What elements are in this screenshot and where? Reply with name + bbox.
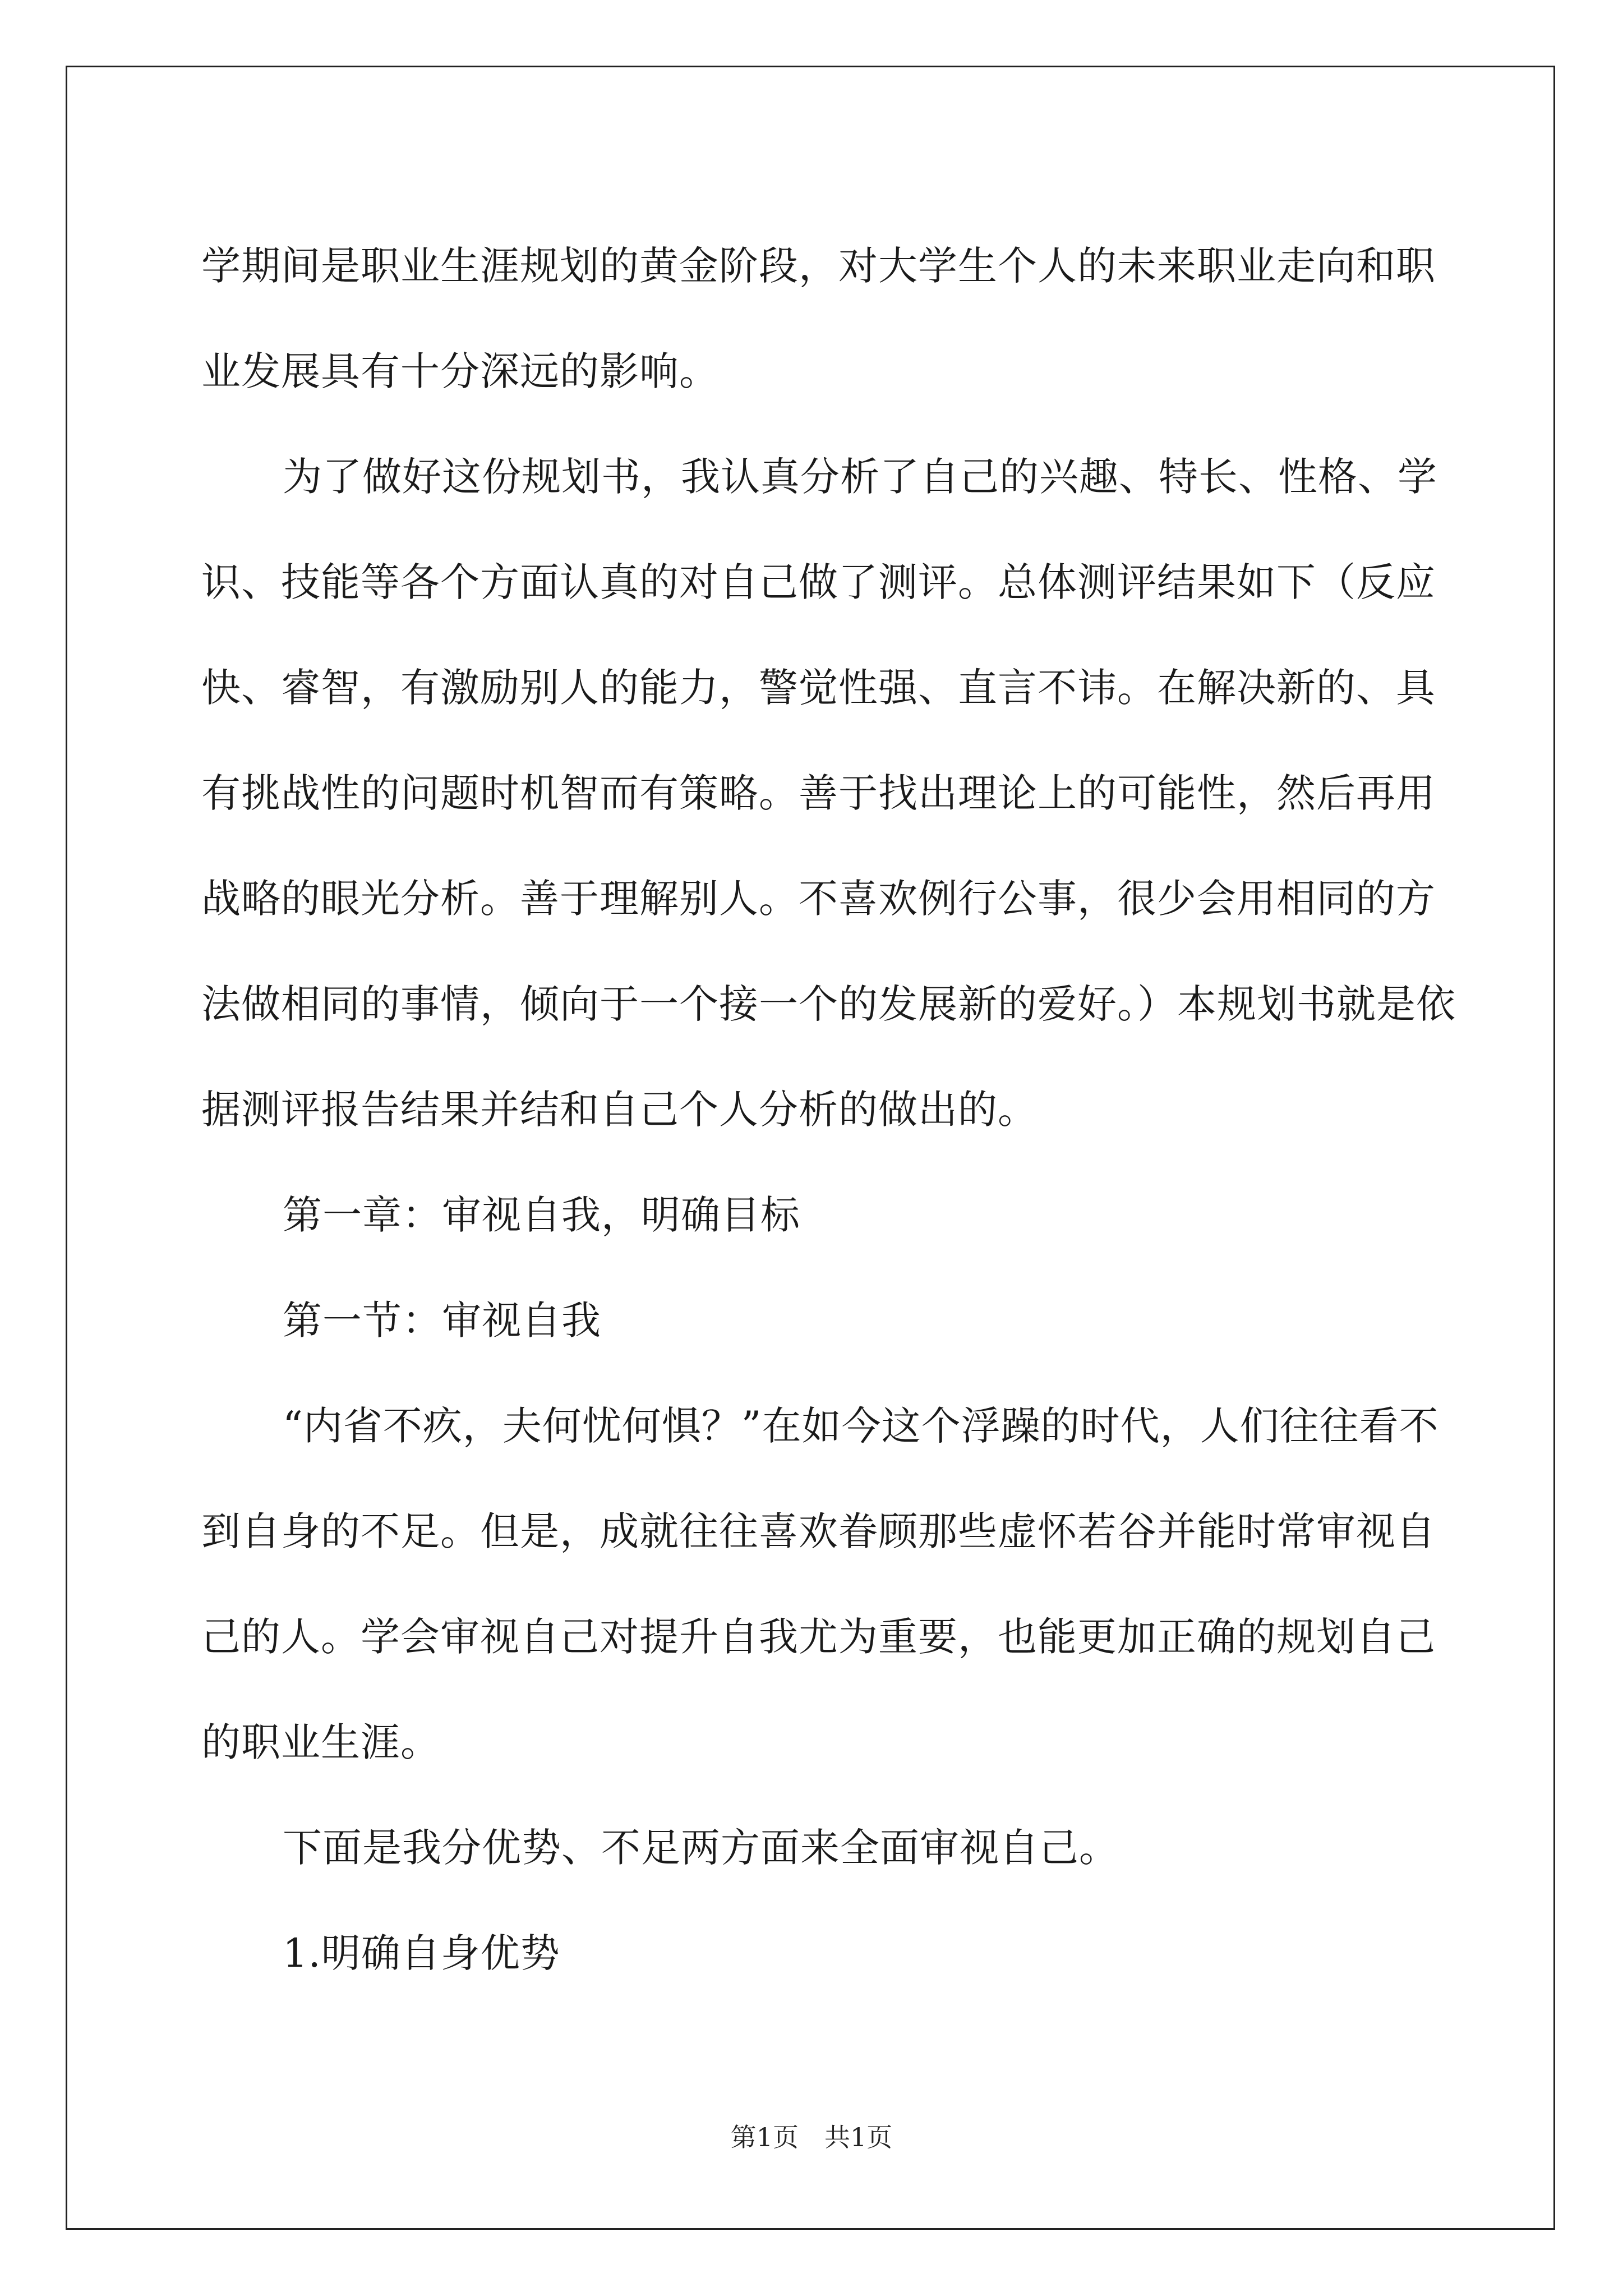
paragraph-intro-continuation: 学期间是职业生涯规划的黄金阶段，对大学生个人的未来职业走向和职业发展具有十分深远的影响。 xyxy=(201,243,1436,394)
paragraph-self-assessment: 为了做好这份规划书，我认真分析了自己的兴趣、特长、性格、学识、技能等各个方面认真的对自己做了测评。总体测评结果如下（反应快、睿智，有激励别人的能力，警觉性强、直言不讳。在解决新的、具有挑战性的问题时机智而有策略。善于找出理论上的可能性，然后再用战略的眼光分析。善于理解别人。不喜欢例行公事，很少会用相同的方法做相同的事情，倾向于一个接一个的发展新的爱好。）本规划书就是依据测评报告结果并结和自己个人分析的做出的。 xyxy=(201,454,1456,1133)
paragraph-overview: 下面是我分优势、不足两方面来全面审视自己。 xyxy=(283,1825,1119,1871)
page-footer xyxy=(0,2120,1623,2154)
paragraph-self-reflection: “内省不疚，夫何忧何惧？”在如今这个浮躁的时代，人们往往看不到自身的不足。但是，成就往往喜欢眷顾那些虚怀若谷并能时常审视自己的人。学会审视自己对提升自我尤为重要，也能更加正确的规划自己的职业生涯。 xyxy=(201,1403,1439,1765)
chapter-heading: 第一章：审视自我，明确目标 xyxy=(283,1192,800,1238)
document-body xyxy=(201,213,1458,2006)
list-item-strengths: 1.明确自身优势 xyxy=(283,1930,560,1976)
section-heading: 第一节：审视自我 xyxy=(283,1297,601,1343)
page-number-current: 第1页 xyxy=(730,2122,799,2152)
page-number-total: 共1页 xyxy=(824,2122,893,2152)
